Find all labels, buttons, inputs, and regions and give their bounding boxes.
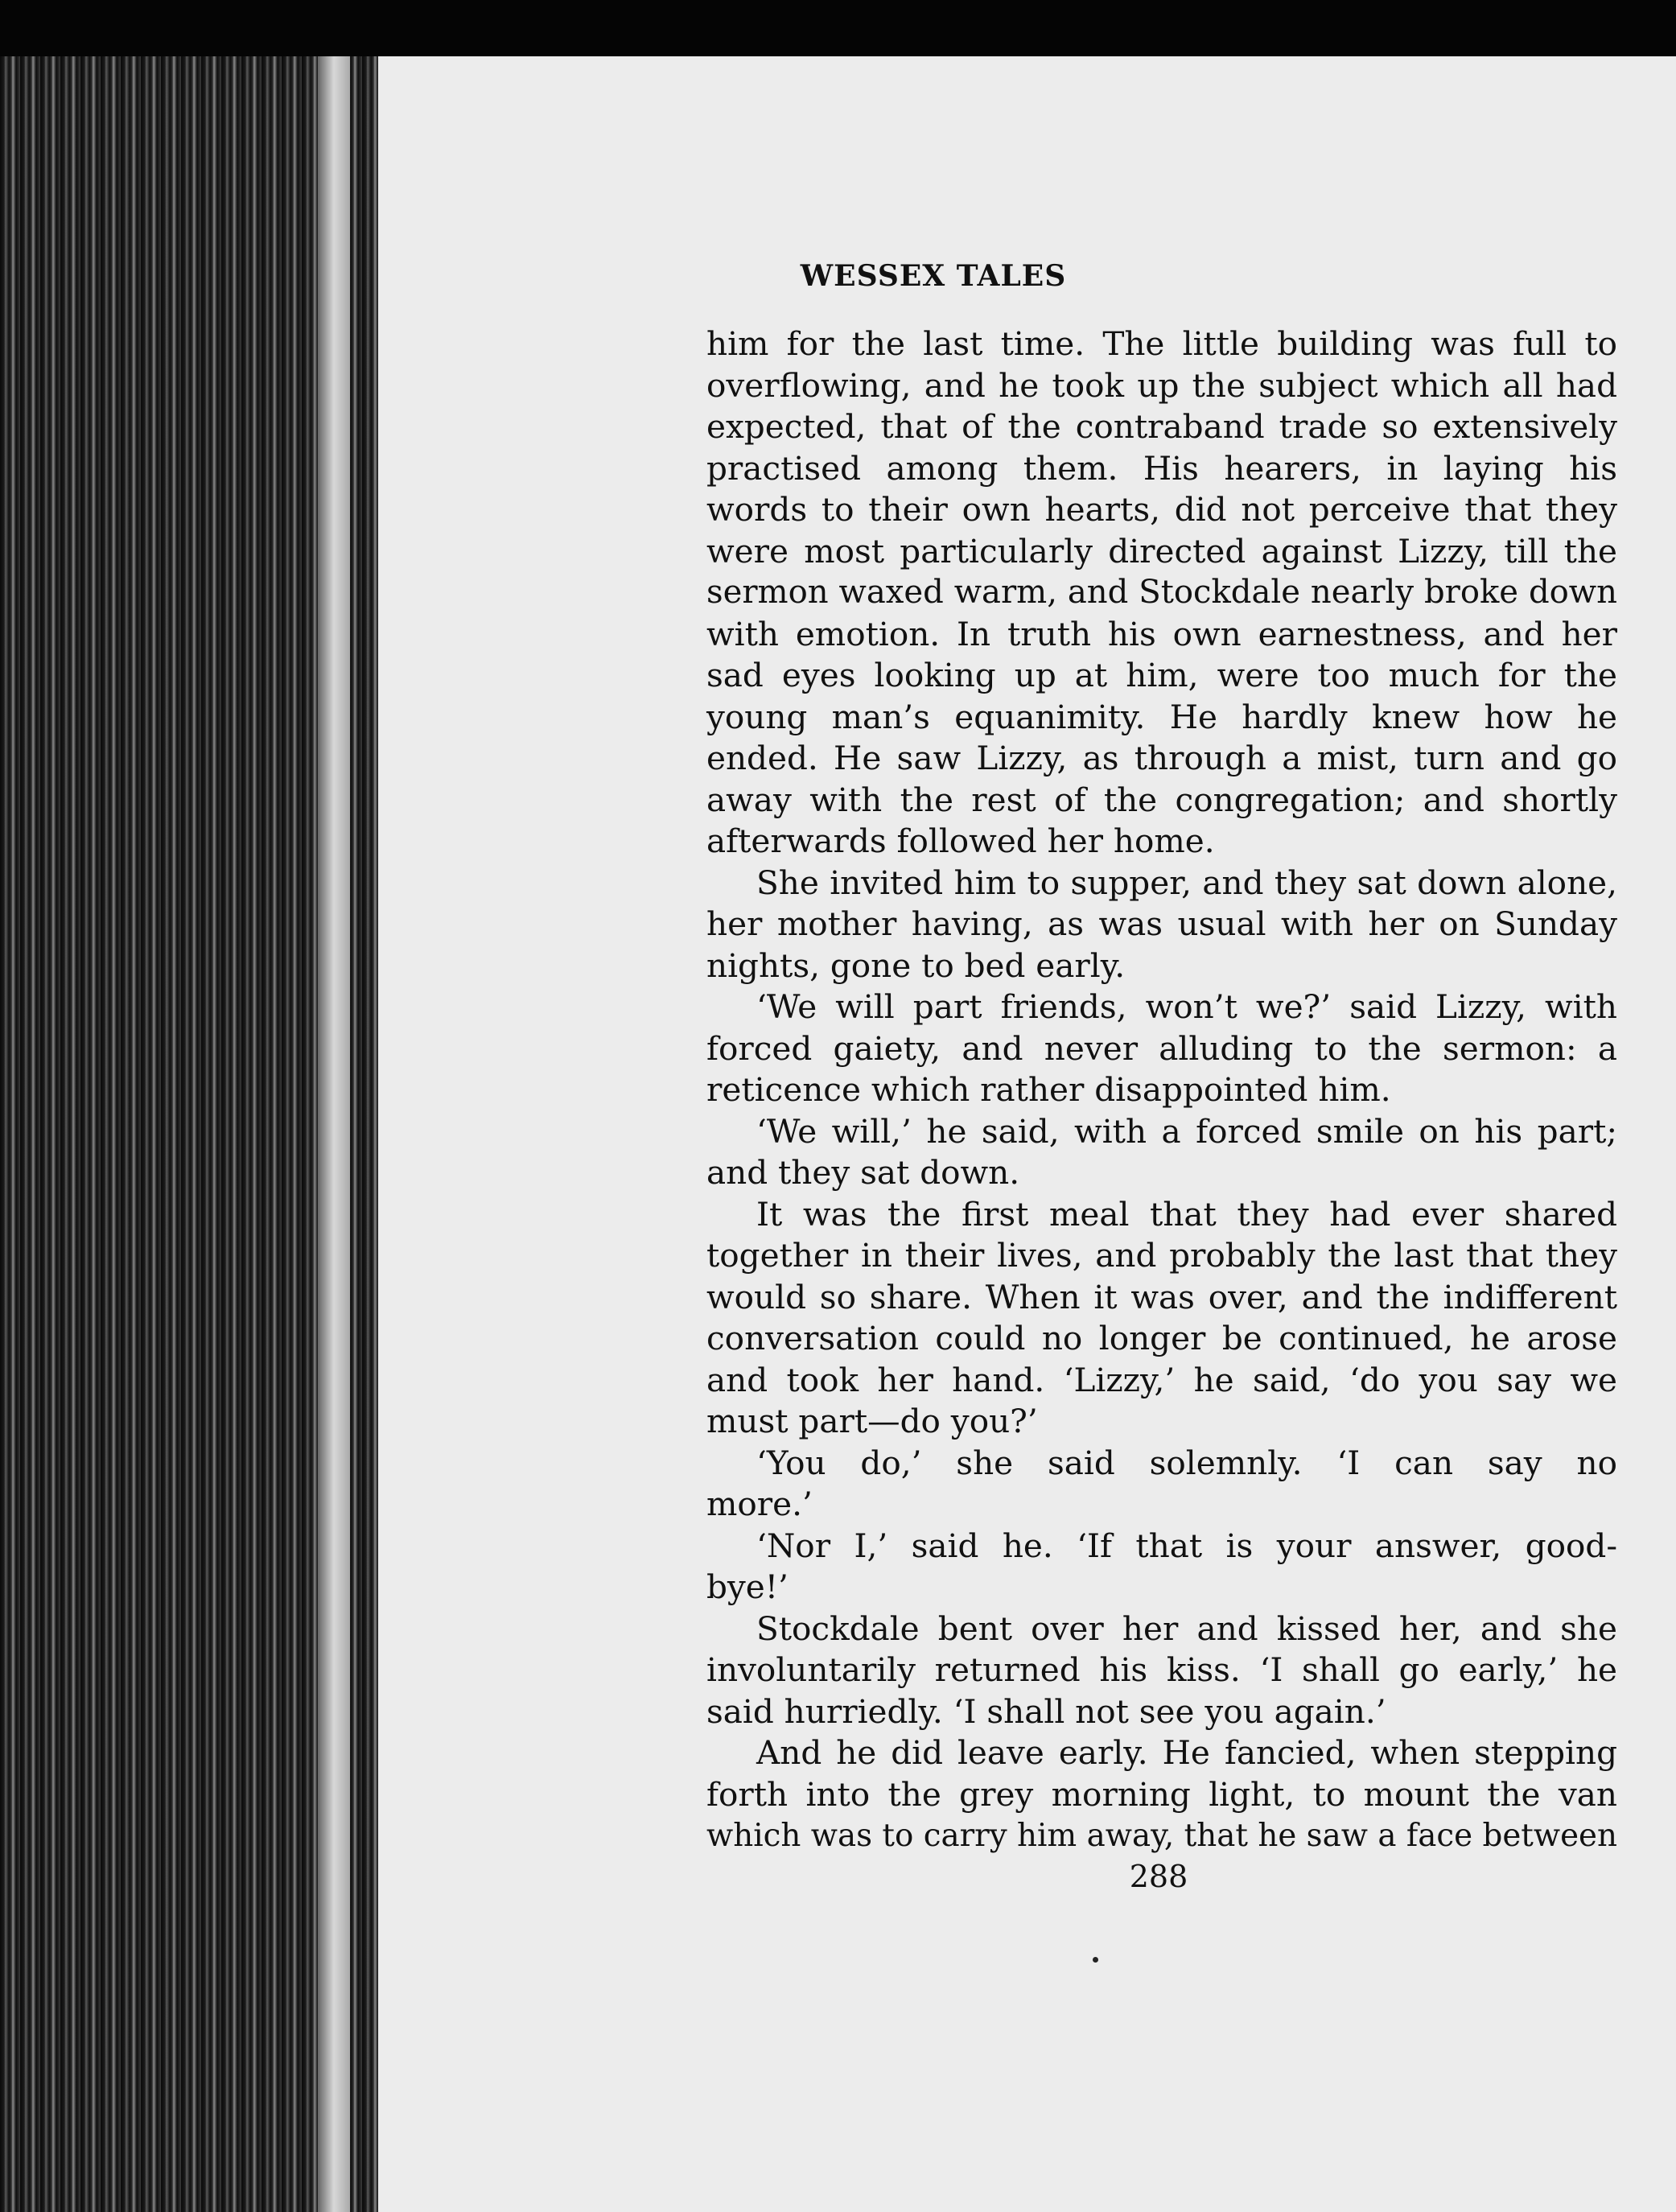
text-line: were most particularly directed against Lizzy, till the [706, 531, 1617, 571]
text-line: away with the rest of the congregation; and shortly [706, 780, 1617, 819]
scan-speck [1093, 1957, 1098, 1963]
text-line: must part—do you?’ [706, 1402, 1038, 1440]
text-line: sad eyes looking up at him, were too much for the [706, 656, 1617, 694]
text-line: And he did leave early. He fancied, when stepping [756, 1733, 1617, 1772]
page-number: 288 [1129, 1859, 1188, 1894]
page-edge-highlight [318, 56, 350, 2212]
text-line: ‘We will part friends, won’t we?’ said Lizzy, with [756, 987, 1617, 1026]
text-line: him for the last time. The little building was full to [706, 324, 1617, 363]
text-line: bye!’ [706, 1567, 789, 1606]
text-line: ‘We will,’ he said, with a forced smile on his part; [756, 1111, 1617, 1151]
text-line: forth into the grey morning light, to mount the van [706, 1774, 1617, 1814]
text-line: forced gaiety, and never alluding to the sermon: a [706, 1028, 1617, 1068]
text-line: It was the first meal that they had ever shared [756, 1194, 1617, 1234]
text-line: nights, gone to bed early. [706, 945, 1126, 985]
text-line: ‘Nor I,’ said he. ‘If that is your answer, good- [756, 1526, 1617, 1565]
text-line: afterwards followed her home. [706, 822, 1215, 860]
text-line: and they sat down. [706, 1153, 1020, 1192]
running-head: WESSEX TALES [800, 259, 1067, 293]
text-line: reticence which rather disappointed him. [706, 1070, 1391, 1109]
text-line: overflowing, and he took up the subject which all had [706, 365, 1617, 405]
text-line: her mother having, as was usual with her on Sunday [706, 904, 1617, 943]
text-line: words to their own hearts, did not perceive that they [706, 490, 1617, 529]
text-line: and took her hand. ‘Lizzy,’ he said, ‘do you say we [706, 1360, 1617, 1399]
text-line: expected, that of the contraband trade so extensively [706, 407, 1617, 446]
text-line: with emotion. In truth his own earnestness, and her [706, 614, 1617, 653]
text-line: practised among them. His hearers, in laying his [706, 448, 1617, 488]
text-line: conversation could no longer be continued, he arose [706, 1319, 1617, 1357]
text-line: ended. He saw Lizzy, as through a mist, turn and go [706, 739, 1617, 777]
text-line: ‘You do,’ she said solemnly. ‘I can say no [756, 1443, 1617, 1482]
text-line: She invited him to supper, and they sat down alone, [756, 863, 1617, 902]
text-line: sermon waxed warm, and Stockdale nearly broke down [706, 574, 1617, 611]
text-line: more.’ [706, 1485, 813, 1523]
text-line: Stockdale bent over her and kissed her, and she [756, 1609, 1617, 1648]
text-line: involuntarily returned his kiss. ‘I shall go early,’ he [706, 1650, 1617, 1689]
text-line: said hurriedly. ‘I shall not see you again.’ [706, 1691, 1386, 1731]
text-line: young man’s equanimity. He hardly knew how he [706, 697, 1617, 736]
text-line: which was to carry him away, that he saw a face between [706, 1818, 1617, 1854]
text-line: would so share. When it was over, and the indifferent [706, 1277, 1617, 1316]
text-line: together in their lives, and probably the last that they [706, 1236, 1617, 1275]
body-text [706, 323, 1617, 1857]
